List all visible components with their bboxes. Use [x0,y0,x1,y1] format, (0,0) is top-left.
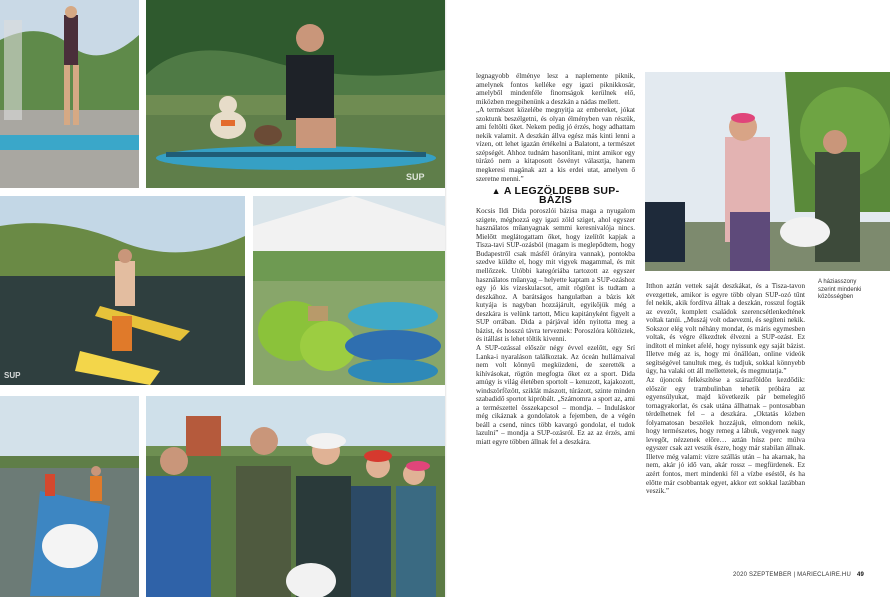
watermark: SUP [4,371,21,380]
photo-dogs-on-board [146,0,445,188]
page-footer [733,572,864,578]
photo-kayak-lake [0,196,245,385]
section-heading: ▲ A LEGZÖLDEBB SUP-BÁZIS [491,185,620,206]
footer-text: 2020 SZEPTEMBER | MARIECLAIRE.HU [733,572,851,578]
photo-caption: A háziasszony szerint mindenki közösségben [818,279,862,300]
photo-cleanup-board [0,396,139,597]
paragraph-body-4: Az újoncok felkészítése a szárazföldön kezdődik: először egy trambulinban tehetik próbára az egyensúlyukat, majd következik pár bemelegítő tornagyakorlat, és csak utána állhatnak – pontosabban térdelhetnek fel – a deszkára. „Oktatás közben folyamatosan beszélek hozzájuk, elmondom nekik, hogy természetes, hogy remeg a lábuk, vegyenek nagy levegőt, nézzenek előre… aztán húsz perc múlva egyszer csak azt veszik észre, hogy már stabilan állnak. Illetve még valami: vizre szállás után – ha akarnak, ha nem, akár jó idő van, akár rossz – megfürdenek. Ez azért fontos, mert mindenki fél a vízbe eséstől, és ha előtte már csobbantak egyet, akkor ezt sokkal lazábban veszik.” [646,376,805,496]
photo-tent-boards [253,196,445,385]
article-column-1 [476,72,635,558]
photo-group-cleanup [146,396,445,597]
paragraph-quote: „A természet közelébe megnyitja az embereket, jókat szoktunk beszélgetni, és olyan élményben van részük, ami feltölti őket. Nekem pedig jó érzés, hogy adhattam nekik valamit. A deszkán állva egész más kinti lenni a vízen, ott lehet igazán értékelni a Balatont, a természet szépségét. Ahhoz tudnám hasonlítani, mint amikor egy túrázó nem a kitaposott ösvényt választja, hanem megkeresi magának azt a kis erdei utat, amelyen ő szeretne menni.” [476,106,635,183]
page-number: 49 [857,572,865,578]
paragraph-body-2: A SUP-ozással először négy évvel ezelőtt, egy Srí Lanka-i nyaraláson találkoztak. Az óceán hullámaival nem volt könnyű megküzdeni, de szerették a kihívásokat, rögtön megfogta őket ez a sport. Dida amúgy is világ életében sportolt – kenuzott, kajakozott, windszörfözött, sziklát mászott, túrázott, szinte minden szabadidő sportot kipróbált. „Számomra a sport az, ami a természettel összekapcsol – mondja. – Induláskor még cikáznak a gondolatok a fejemben, de a végén beáll a csend, nincs több kavargó gondolat, el tudok lazulni” – mondja a SUP-ozásról. Ez az az érzés, ami miatt egyre többen állnak fel a deszkára. [476,343,635,446]
article-column-2 [646,282,805,558]
photo-sup-standing [0,0,139,188]
paragraph-intro: legnagyobb élménye lesz a naplemente piknik, amelynek fontos kelléke egy igazi piknikkosár, amelyből mindenféle finomságok kerülnek elő, miközben megpihenünk a deszkán a nádas mellett. [476,72,635,106]
paragraph-body-1: Kocsis Ildi Dida poroszlói bázisa maga a nyugalom szigete, méghozzá egy igazi zöld sziget, ahol egyszer használatos műanyagnak semmi keresnivalója nincs. Mielőtt meglátogattam őket, hogy izelítőt kapjak a Tisza-tavi SUP-ozásból (magam is meglepődtem, hogy Budapestről csak másfél órányira vannak), pontokba szedve küldte el, hogy mit vigyek magammal, és mit mellőzzek. Utóbbi kategóriába tartozott az egyszer használatos műanyag – helyette kaptam a SUP-ozáshoz egy jó kis vizeskulacsot, amit rögtönt is tudtam a deszkához. A barátságos hangulatban a bázis két kutyája is nagyban hozzájárult, egyikőjük még a deszkára is velünk tartott, Micu kapitányként figyelt a SUP orrában. Dida a párjával idén nyitotta meg a bázist, és hosszú távra terveznek: Poroszlóra költöztek, és itállást is lehet töltik kivenni. [476,207,635,344]
paragraph-body-3: Itthon aztán vettek saját deszkákat, és a Tisza-tavon evezgettek, amikor is egyre több olyan SUP-ozó tűnt fel nekik, akik fordítva álltak a deszkán, rosszul fogták az evezőt, komplett családok szerencsétlenkedtének voltak tanúi. „Muszáj volt odaevezni, és segíteni nekik. Sokszor elég volt néhány mondat, és máris egymesben voltak, és végre élkezdtek élvezni a SUP-ozást. Ez indított el minket afelé, hogy nyissunk egy saját bázist. Illetve még az is, hogy mi önállóan, online videók segítségével tanultuk meg, és tudjuk, sokkal könnyebb úgy, ha valaki ott áll mellettetek, és megmutatja.” [646,282,805,376]
photo-cleanup-women [645,72,890,271]
heading-marker-icon: ▲ [491,186,501,197]
watermark: SUP [406,172,425,182]
page-spine [445,0,447,597]
